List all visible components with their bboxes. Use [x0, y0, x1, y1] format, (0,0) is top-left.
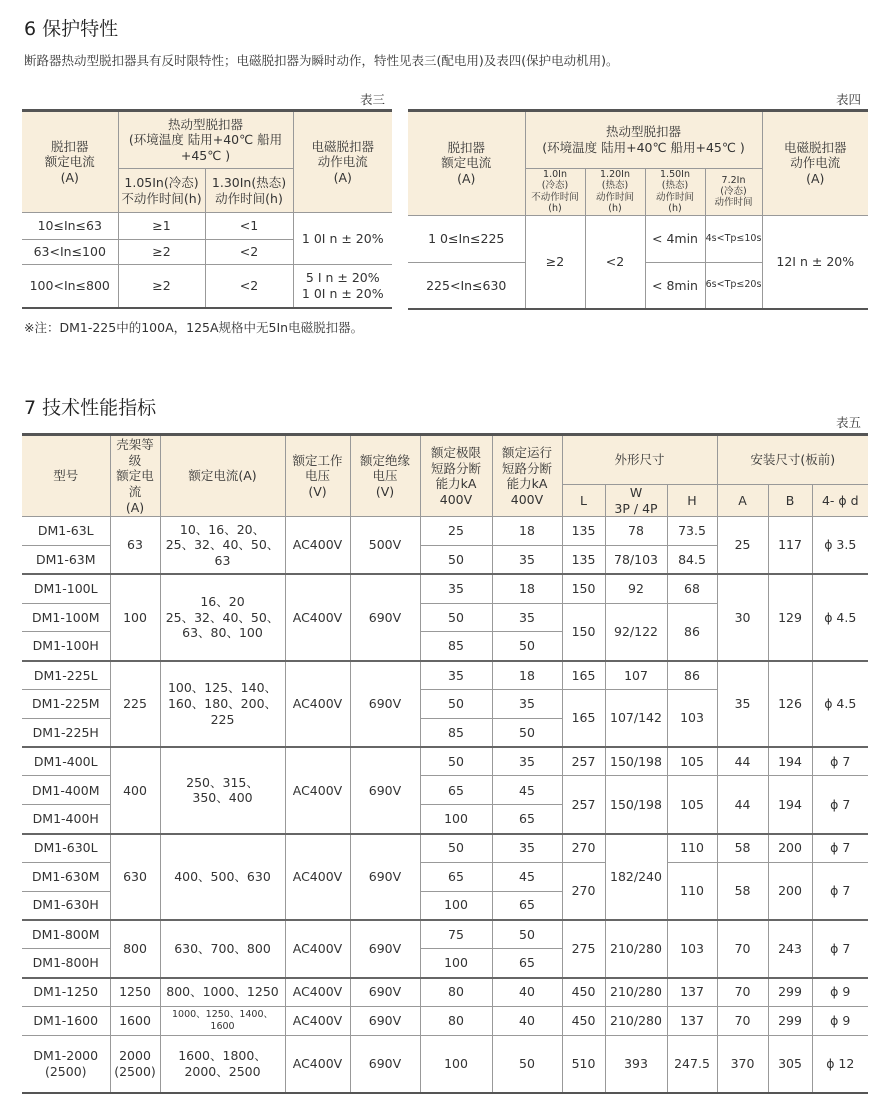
table-cell: 4s<Tp≤10s: [705, 215, 762, 262]
table-cell: DM1-800H: [22, 949, 110, 978]
table-cell: 690V: [350, 920, 420, 978]
table-cell: 165: [562, 690, 605, 748]
header-cell: 1.50In (热态) 动作时间 (h): [645, 169, 705, 216]
header-cell: 1.0In (冷态) 不动作时间 (h): [525, 169, 585, 216]
header-row: [408, 111, 868, 169]
table-cell: 70: [717, 978, 768, 1007]
table-cell: 194: [768, 776, 812, 834]
table-cell: 630、700、800: [160, 920, 285, 978]
table-cell: 100: [420, 805, 492, 834]
table-cell: 92: [605, 574, 667, 603]
table-cell: AC400V: [285, 834, 350, 920]
table-cell: 299: [768, 978, 812, 1007]
table-cell: 400、500、630: [160, 834, 285, 920]
table-row: [408, 215, 868, 262]
table-cell: 35: [420, 661, 492, 690]
header-cell: 1.05In(冷态) 不动作时间(h): [118, 169, 205, 213]
table4: [408, 109, 868, 310]
table-cell: 1 0I n ± 20%: [293, 213, 392, 265]
table-cell: DM1-400M: [22, 776, 110, 805]
section-6-title: 6 保护特性: [24, 18, 119, 40]
table-cell: 50: [420, 834, 492, 863]
table-cell: 690V: [350, 834, 420, 920]
table3: [22, 109, 392, 309]
table-cell: 75: [420, 920, 492, 949]
header-cell: A: [717, 485, 768, 517]
table-cell: ≥1: [118, 213, 205, 240]
table-cell: < 4min: [645, 215, 705, 262]
header-cell: 1.20In (热态) 动作时间 (h): [585, 169, 645, 216]
table-cell: 70: [717, 920, 768, 978]
table-cell: 107/142: [605, 690, 667, 748]
table-cell: 107: [605, 661, 667, 690]
table-row: [22, 213, 392, 240]
table-cell: 18: [492, 574, 562, 603]
table-cell: 44: [717, 776, 768, 834]
table-cell: 630: [110, 834, 160, 920]
table-cell: ϕ 4.5: [812, 574, 868, 660]
table-cell: 63<In≤100: [22, 240, 118, 265]
table-cell: 105: [667, 776, 717, 834]
table-cell: 126: [768, 661, 812, 747]
header-cell: 额定电流(A): [160, 435, 285, 517]
table-cell: 50: [420, 747, 492, 776]
table-cell: 86: [667, 603, 717, 661]
table-cell: DM1-63L: [22, 517, 110, 546]
table-cell: ϕ 7: [812, 920, 868, 978]
table-cell: DM1-630L: [22, 834, 110, 863]
table-cell: 135: [562, 546, 605, 575]
table-row: [22, 747, 868, 776]
table-cell: 137: [667, 978, 717, 1007]
table-cell: 6s<Tp≤20s: [705, 262, 762, 309]
table-cell: <2: [205, 265, 293, 308]
table-cell: 1250: [110, 978, 160, 1007]
table-cell: 65: [492, 805, 562, 834]
table-cell: 243: [768, 920, 812, 978]
table-cell: DM1-400H: [22, 805, 110, 834]
table-cell: 270: [562, 834, 605, 863]
table-cell: 50: [420, 546, 492, 575]
table-cell: 210/280: [605, 978, 667, 1007]
table-cell: 299: [768, 1006, 812, 1035]
table-row: [22, 574, 868, 603]
table-cell: DM1-225H: [22, 718, 110, 747]
table-cell: 690V: [350, 747, 420, 833]
table-cell: 10≤In≤63: [22, 213, 118, 240]
table-cell: 50: [420, 603, 492, 632]
table-cell: 270: [562, 862, 605, 920]
table-row: [22, 1035, 868, 1093]
table-cell: DM1-100L: [22, 574, 110, 603]
table-cell: 50: [420, 690, 492, 719]
table-cell: DM1-1600: [22, 1006, 110, 1035]
header-cell: 热动型脱扣器 (环境温度 陆用+40℃ 船用+45℃ ): [525, 111, 762, 169]
table-row: [22, 265, 392, 308]
table-cell: 10、16、20、 25、32、40、50、63: [160, 517, 285, 575]
table-cell: 68: [667, 574, 717, 603]
table-cell: 35: [492, 546, 562, 575]
table-cell: DM1-225M: [22, 690, 110, 719]
table-cell: 1600、1800、 2000、2500: [160, 1035, 285, 1093]
table-cell: 257: [562, 747, 605, 776]
table-cell: ϕ 7: [812, 747, 868, 776]
table-cell: 450: [562, 1006, 605, 1035]
table-cell: AC400V: [285, 661, 350, 747]
table-cell: 225<In≤630: [408, 262, 525, 309]
table-row: [22, 978, 868, 1007]
table-cell: 305: [768, 1035, 812, 1093]
table-cell: DM1-100H: [22, 632, 110, 661]
header-row: [22, 111, 392, 169]
table-cell: 200: [768, 862, 812, 920]
table-cell: AC400V: [285, 978, 350, 1007]
table-cell: AC400V: [285, 574, 350, 660]
table-cell: 690V: [350, 661, 420, 747]
table-cell: AC400V: [285, 1035, 350, 1093]
table-cell: <2: [585, 215, 645, 309]
header-cell: 4- ϕ d: [812, 485, 868, 517]
header-cell: 热动型脱扣器 (环境温度 陆用+40℃ 船用+45℃ ): [118, 111, 293, 169]
header-row: [22, 435, 868, 485]
table-cell: 247.5: [667, 1035, 717, 1093]
table-cell: 165: [562, 661, 605, 690]
table-cell: 58: [717, 862, 768, 920]
table-cell: DM1-2000 (2500): [22, 1035, 110, 1093]
table-cell: 84.5: [667, 546, 717, 575]
table-cell: ϕ 9: [812, 978, 868, 1007]
table-cell: 45: [492, 776, 562, 805]
table-cell: DM1-800M: [22, 920, 110, 949]
table-cell: 150: [562, 603, 605, 661]
table-cell: ϕ 7: [812, 862, 868, 920]
table-cell: 16、20 25、32、40、50、 63、80、100: [160, 574, 285, 660]
table-cell: 12I n ± 20%: [762, 215, 868, 309]
table5: [22, 433, 868, 1094]
table-cell: 100: [110, 574, 160, 660]
table-cell: 50: [492, 920, 562, 949]
table-cell: 275: [562, 920, 605, 978]
table-cell: 150/198: [605, 776, 667, 834]
table-cell: 73.5: [667, 517, 717, 546]
header-cell: 外形尺寸: [562, 435, 717, 485]
table-cell: 800、1000、1250: [160, 978, 285, 1007]
header-cell: 额定工作 电压 (V): [285, 435, 350, 517]
table-cell: 200: [768, 834, 812, 863]
table-cell: 100: [420, 949, 492, 978]
table-cell: 100、125、140、 160、180、200、 225: [160, 661, 285, 747]
table-cell: 25: [420, 517, 492, 546]
table3-note: ※注：DM1-225中的100A，125A规格中无5In电磁脱扣器。: [24, 320, 364, 335]
table-cell: 210/280: [605, 1006, 667, 1035]
table-cell: 100<In≤800: [22, 265, 118, 308]
table-cell: ϕ 3.5: [812, 517, 868, 575]
table-cell: DM1-1250: [22, 978, 110, 1007]
table-cell: 63: [110, 517, 160, 575]
table3-caption: 表三: [360, 92, 386, 107]
table-cell: 510: [562, 1035, 605, 1093]
header-cell: H: [667, 485, 717, 517]
table-cell: 50: [492, 1035, 562, 1093]
header-cell: 电磁脱扣器 动作电流 (A): [293, 111, 392, 213]
table-cell: DM1-630H: [22, 891, 110, 920]
table-cell: < 8min: [645, 262, 705, 309]
table-cell: 500V: [350, 517, 420, 575]
table-cell: ϕ 7: [812, 834, 868, 863]
table-cell: ϕ 7: [812, 776, 868, 834]
table-cell: 40: [492, 978, 562, 1007]
header-cell: 额定绝缘 电压 (V): [350, 435, 420, 517]
table-cell: 100: [420, 891, 492, 920]
table-cell: 65: [420, 862, 492, 891]
table-cell: 182/240: [605, 834, 667, 920]
table-cell: 117: [768, 517, 812, 575]
table-cell: DM1-630M: [22, 862, 110, 891]
table-cell: 690V: [350, 574, 420, 660]
table-cell: 257: [562, 776, 605, 834]
table-cell: 250、315、 350、400: [160, 747, 285, 833]
table-cell: 110: [667, 834, 717, 863]
section-6-intro: 断路器热动型脱扣器具有反时限特性；电磁脱扣器为瞬时动作，特性见表三(配电用)及表四(保护电动机用)。: [24, 53, 619, 68]
table-cell: 103: [667, 690, 717, 748]
table-cell: 35: [492, 603, 562, 632]
header-cell: 额定极限 短路分断 能力kA 400V: [420, 435, 492, 517]
table-cell: ≥2: [118, 265, 205, 308]
header-cell: 脱扣器 额定电流 (A): [408, 111, 525, 216]
table-cell: 137: [667, 1006, 717, 1035]
table-cell: 50: [492, 718, 562, 747]
table-cell: 35: [717, 661, 768, 747]
table-cell: 78: [605, 517, 667, 546]
table-cell: AC400V: [285, 1006, 350, 1035]
table-cell: 40: [492, 1006, 562, 1035]
table-cell: 100: [420, 1035, 492, 1093]
table-cell: 65: [492, 891, 562, 920]
table-cell: ϕ 9: [812, 1006, 868, 1035]
table-cell: 1000、1250、1400、1600: [160, 1006, 285, 1035]
table-cell: 1600: [110, 1006, 160, 1035]
table5-caption: 表五: [836, 415, 862, 430]
table-cell: 30: [717, 574, 768, 660]
table-cell: 225: [110, 661, 160, 747]
table-cell: ϕ 4.5: [812, 661, 868, 747]
table-cell: AC400V: [285, 517, 350, 575]
table-cell: DM1-100M: [22, 603, 110, 632]
table-cell: 85: [420, 632, 492, 661]
table-row: [22, 517, 868, 546]
table-cell: DM1-63M: [22, 546, 110, 575]
header-cell: 1.30In(热态) 动作时间(h): [205, 169, 293, 213]
table-cell: 110: [667, 862, 717, 920]
table4-caption: 表四: [836, 92, 862, 107]
table-cell: 210/280: [605, 920, 667, 978]
table-cell: 80: [420, 978, 492, 1007]
table-cell: 690V: [350, 1006, 420, 1035]
table-cell: 35: [420, 574, 492, 603]
table-cell: 18: [492, 661, 562, 690]
table-cell: 58: [717, 834, 768, 863]
table-cell: AC400V: [285, 920, 350, 978]
table-cell: 35: [492, 747, 562, 776]
table-cell: 44: [717, 747, 768, 776]
header-cell: 脱扣器 额定电流 (A): [22, 111, 118, 213]
table-cell: 150: [562, 574, 605, 603]
table-cell: 70: [717, 1006, 768, 1035]
table-cell: ≥2: [118, 240, 205, 265]
header-cell: 电磁脱扣器 动作电流 (A): [762, 111, 868, 216]
table-cell: 25: [717, 517, 768, 575]
table-cell: 135: [562, 517, 605, 546]
header-cell: B: [768, 485, 812, 517]
table-cell: 450: [562, 978, 605, 1007]
table-row: [22, 1006, 868, 1035]
table-cell: 85: [420, 718, 492, 747]
table-cell: 150/198: [605, 747, 667, 776]
table-cell: 65: [492, 949, 562, 978]
table-cell: 86: [667, 661, 717, 690]
table-cell: 690V: [350, 978, 420, 1007]
table-cell: 45: [492, 862, 562, 891]
table-cell: 194: [768, 747, 812, 776]
table-cell: 5 I n ± 20% 1 0I n ± 20%: [293, 265, 392, 308]
table-row: [22, 920, 868, 949]
header-cell: W 3P / 4P: [605, 485, 667, 517]
table-row: [22, 834, 868, 863]
table-cell: 35: [492, 834, 562, 863]
table-cell: 50: [492, 632, 562, 661]
table-cell: 2000 (2500): [110, 1035, 160, 1093]
table-cell: 35: [492, 690, 562, 719]
table-cell: 80: [420, 1006, 492, 1035]
header-cell: 额定运行 短路分断 能力kA 400V: [492, 435, 562, 517]
header-cell: 型号: [22, 435, 110, 517]
table-cell: <2: [205, 240, 293, 265]
table-cell: DM1-400L: [22, 747, 110, 776]
header-cell: 安装尺寸(板前): [717, 435, 868, 485]
table-cell: 18: [492, 517, 562, 546]
table-cell: 400: [110, 747, 160, 833]
table-row: [22, 661, 868, 690]
table-cell: ≥2: [525, 215, 585, 309]
header-cell: L: [562, 485, 605, 517]
table-cell: 800: [110, 920, 160, 978]
header-cell: 7.2In (冷态) 动作时间: [705, 169, 762, 216]
table-cell: DM1-225L: [22, 661, 110, 690]
table-cell: 393: [605, 1035, 667, 1093]
table-cell: 690V: [350, 1035, 420, 1093]
table-cell: AC400V: [285, 747, 350, 833]
table-cell: 65: [420, 776, 492, 805]
table-cell: 78/103: [605, 546, 667, 575]
table-cell: ϕ 12: [812, 1035, 868, 1093]
header-cell: 壳架等级 额定电流 (A): [110, 435, 160, 517]
table-cell: 103: [667, 920, 717, 978]
table-cell: 92/122: [605, 603, 667, 661]
table-cell: 1 0≤In≤225: [408, 215, 525, 262]
table-cell: 129: [768, 574, 812, 660]
section-7-title: 7 技术性能指标: [24, 397, 157, 419]
table-cell: 105: [667, 747, 717, 776]
table-cell: <1: [205, 213, 293, 240]
table-cell: 370: [717, 1035, 768, 1093]
